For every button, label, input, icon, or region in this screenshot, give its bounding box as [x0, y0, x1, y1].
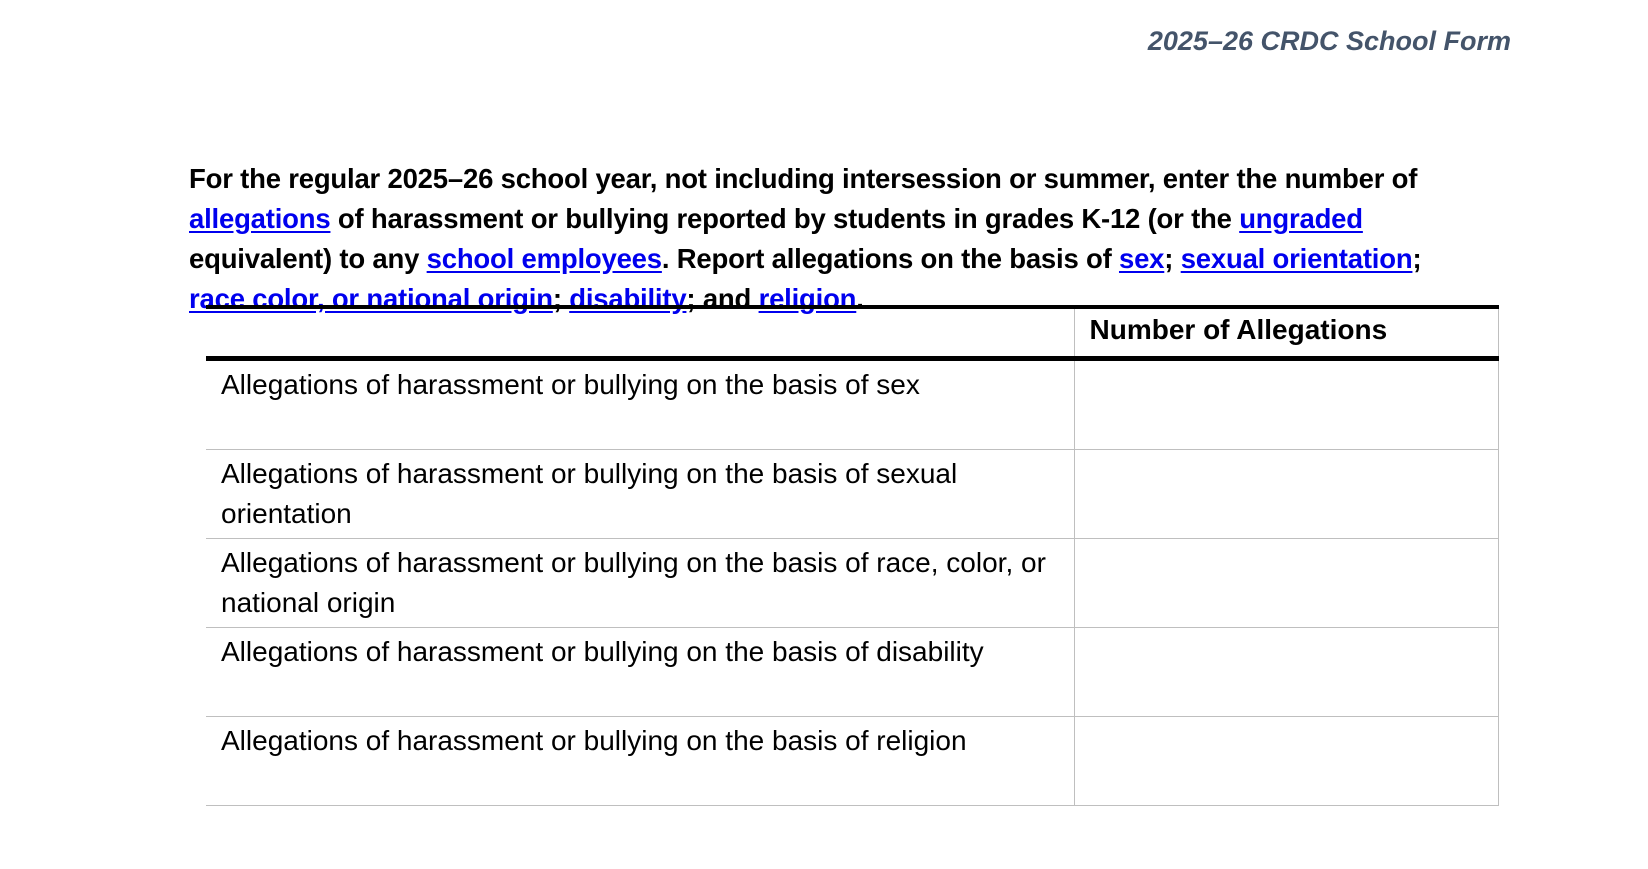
table-header-row: [206, 307, 1498, 358]
row-label-race-color-national-origin: Allegations of harassment or bullying on the basis of race, color, or national origin: [206, 538, 1074, 627]
row-label-sex: Allegations of harassment or bullying on the basis of sex: [206, 358, 1074, 449]
row-label-disability: Allegations of harassment or bullying on the basis of disability: [206, 627, 1074, 716]
race-color-national-origin-link[interactable]: race color, or national origin: [189, 282, 553, 314]
sexual-orientation-link[interactable]: sexual orientation: [1180, 242, 1413, 274]
allegations-table: [206, 305, 1499, 806]
instructions-text: ;: [1164, 242, 1181, 274]
form-header-title: 2025–26 CRDC School Form: [1147, 26, 1511, 56]
allegations-disability-input[interactable]: [1075, 628, 1498, 716]
sex-link[interactable]: sex: [1118, 242, 1165, 274]
row-value-cell: [1074, 449, 1498, 538]
ungraded-link[interactable]: ungraded: [1239, 202, 1363, 234]
instructions-text: For the regular 2025–26 school year, not including intersession or summer, enter the number of: [189, 162, 1418, 194]
allegations-link[interactable]: allegations: [189, 202, 331, 234]
instructions-text: ;: [552, 282, 570, 314]
allegations-religion-input[interactable]: [1075, 717, 1498, 805]
instructions-text: of harassment or bullying reported by students in grades K-12 (or the: [330, 202, 1240, 234]
religion-link[interactable]: religion: [758, 282, 857, 314]
table-header-label: [206, 307, 1074, 358]
row-value-cell: [1074, 358, 1498, 449]
instructions-text: ;: [1412, 242, 1422, 274]
allegations-race-input[interactable]: [1075, 539, 1498, 627]
row-value-cell: [1074, 627, 1498, 716]
row-label-sexual-orientation: Allegations of harassment or bullying on the basis of sexual orientation: [206, 449, 1074, 538]
table-row: [206, 538, 1498, 627]
instructions-text: equivalent) to any: [189, 242, 427, 274]
school-employees-link[interactable]: school employees: [426, 242, 662, 274]
table-row: [206, 627, 1498, 716]
table-header-number-of-allegations: Number of Allegations: [1074, 307, 1498, 358]
instructions-text: ; and: [686, 282, 759, 314]
disability-link[interactable]: disability: [569, 282, 687, 314]
instructions-paragraph: [189, 159, 1479, 319]
table-row: [206, 358, 1498, 449]
allegations-sexual-orientation-input[interactable]: [1075, 450, 1498, 538]
row-label-religion: Allegations of harassment or bullying on the basis of religion: [206, 716, 1074, 805]
table-row: [206, 716, 1498, 805]
row-value-cell: [1074, 716, 1498, 805]
allegations-sex-input[interactable]: [1075, 361, 1498, 449]
row-value-cell: [1074, 538, 1498, 627]
instructions-text: . Report allegations on the basis of: [661, 242, 1119, 274]
instructions-text: .: [856, 282, 864, 314]
table-row: [206, 449, 1498, 538]
